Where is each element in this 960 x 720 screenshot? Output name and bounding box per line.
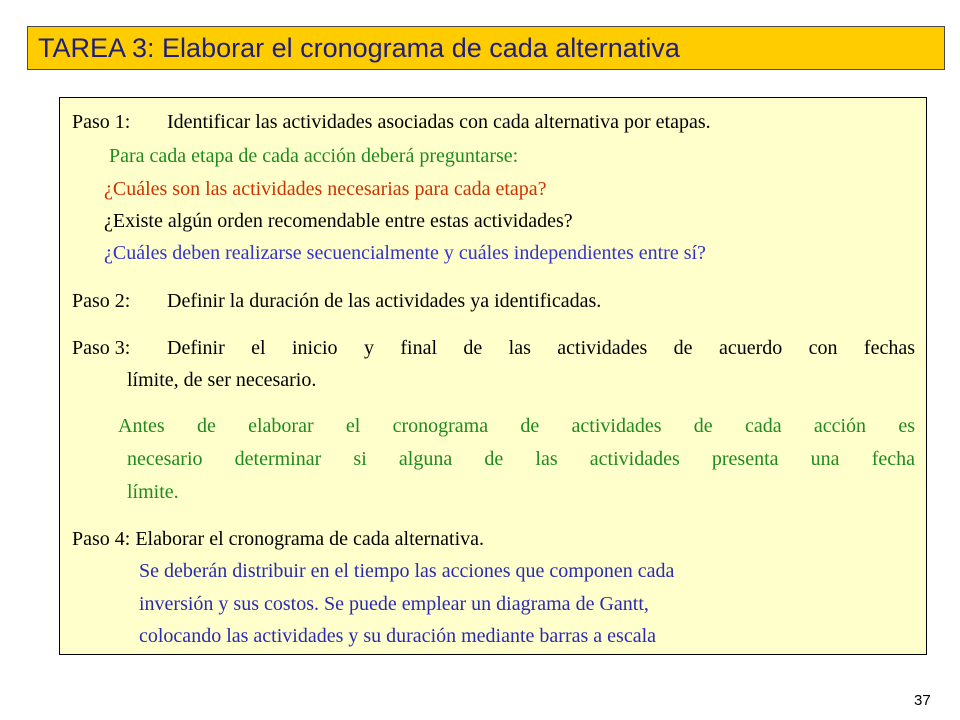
- paso3-note-line-3: límite.: [127, 481, 179, 503]
- paso1-text: Identificar las actividades asociadas con cada alternativa por etapas.: [167, 111, 711, 133]
- paso1-question-3: ¿Cuáles deben realizarse secuencialmente y cuáles independientes entre sí?: [104, 242, 706, 264]
- paso4-note-line-2: inversión y sus costos. Se puede emplear un diagrama de Gantt,: [139, 593, 649, 615]
- content-box: [59, 97, 927, 655]
- title-bar: [27, 26, 945, 70]
- slide-title: TAREA 3: Elaborar el cronograma de cada alternativa: [38, 33, 680, 63]
- paso2-text: Definir la duración de las actividades ya identificadas.: [167, 290, 602, 312]
- paso1-question-1: ¿Cuáles son las actividades necesarias para cada etapa?: [104, 178, 547, 200]
- paso4-note-line-1: Se deberán distribuir en el tiempo las acciones que componen cada: [139, 560, 675, 582]
- paso3-note-line-1: Antes de elaborar el cronograma de actividades de cada acción es: [118, 415, 915, 437]
- paso3-text-line-1: Definir el inicio y final de las actividades de acuerdo con fechas: [167, 337, 915, 359]
- paso1-label: Paso 1:: [72, 111, 131, 133]
- page-number: 37: [914, 692, 931, 709]
- paso4-note-line-3: colocando las actividades y su duración mediante barras a escala: [139, 625, 657, 647]
- paso3-note-line-2: necesario determinar si alguna de las actividades presenta una fecha: [127, 448, 915, 470]
- paso4-text: Paso 4: Elaborar el cronograma de cada alternativa.: [72, 528, 485, 550]
- paso3-text-line-2: límite, de ser necesario.: [127, 369, 317, 391]
- paso2-label: Paso 2:: [72, 290, 131, 312]
- paso3-label: Paso 3:: [72, 337, 131, 359]
- paso1-question-2: ¿Existe algún orden recomendable entre estas actividades?: [104, 210, 573, 232]
- paso1-intro: Para cada etapa de cada acción deberá preguntarse:: [109, 145, 519, 167]
